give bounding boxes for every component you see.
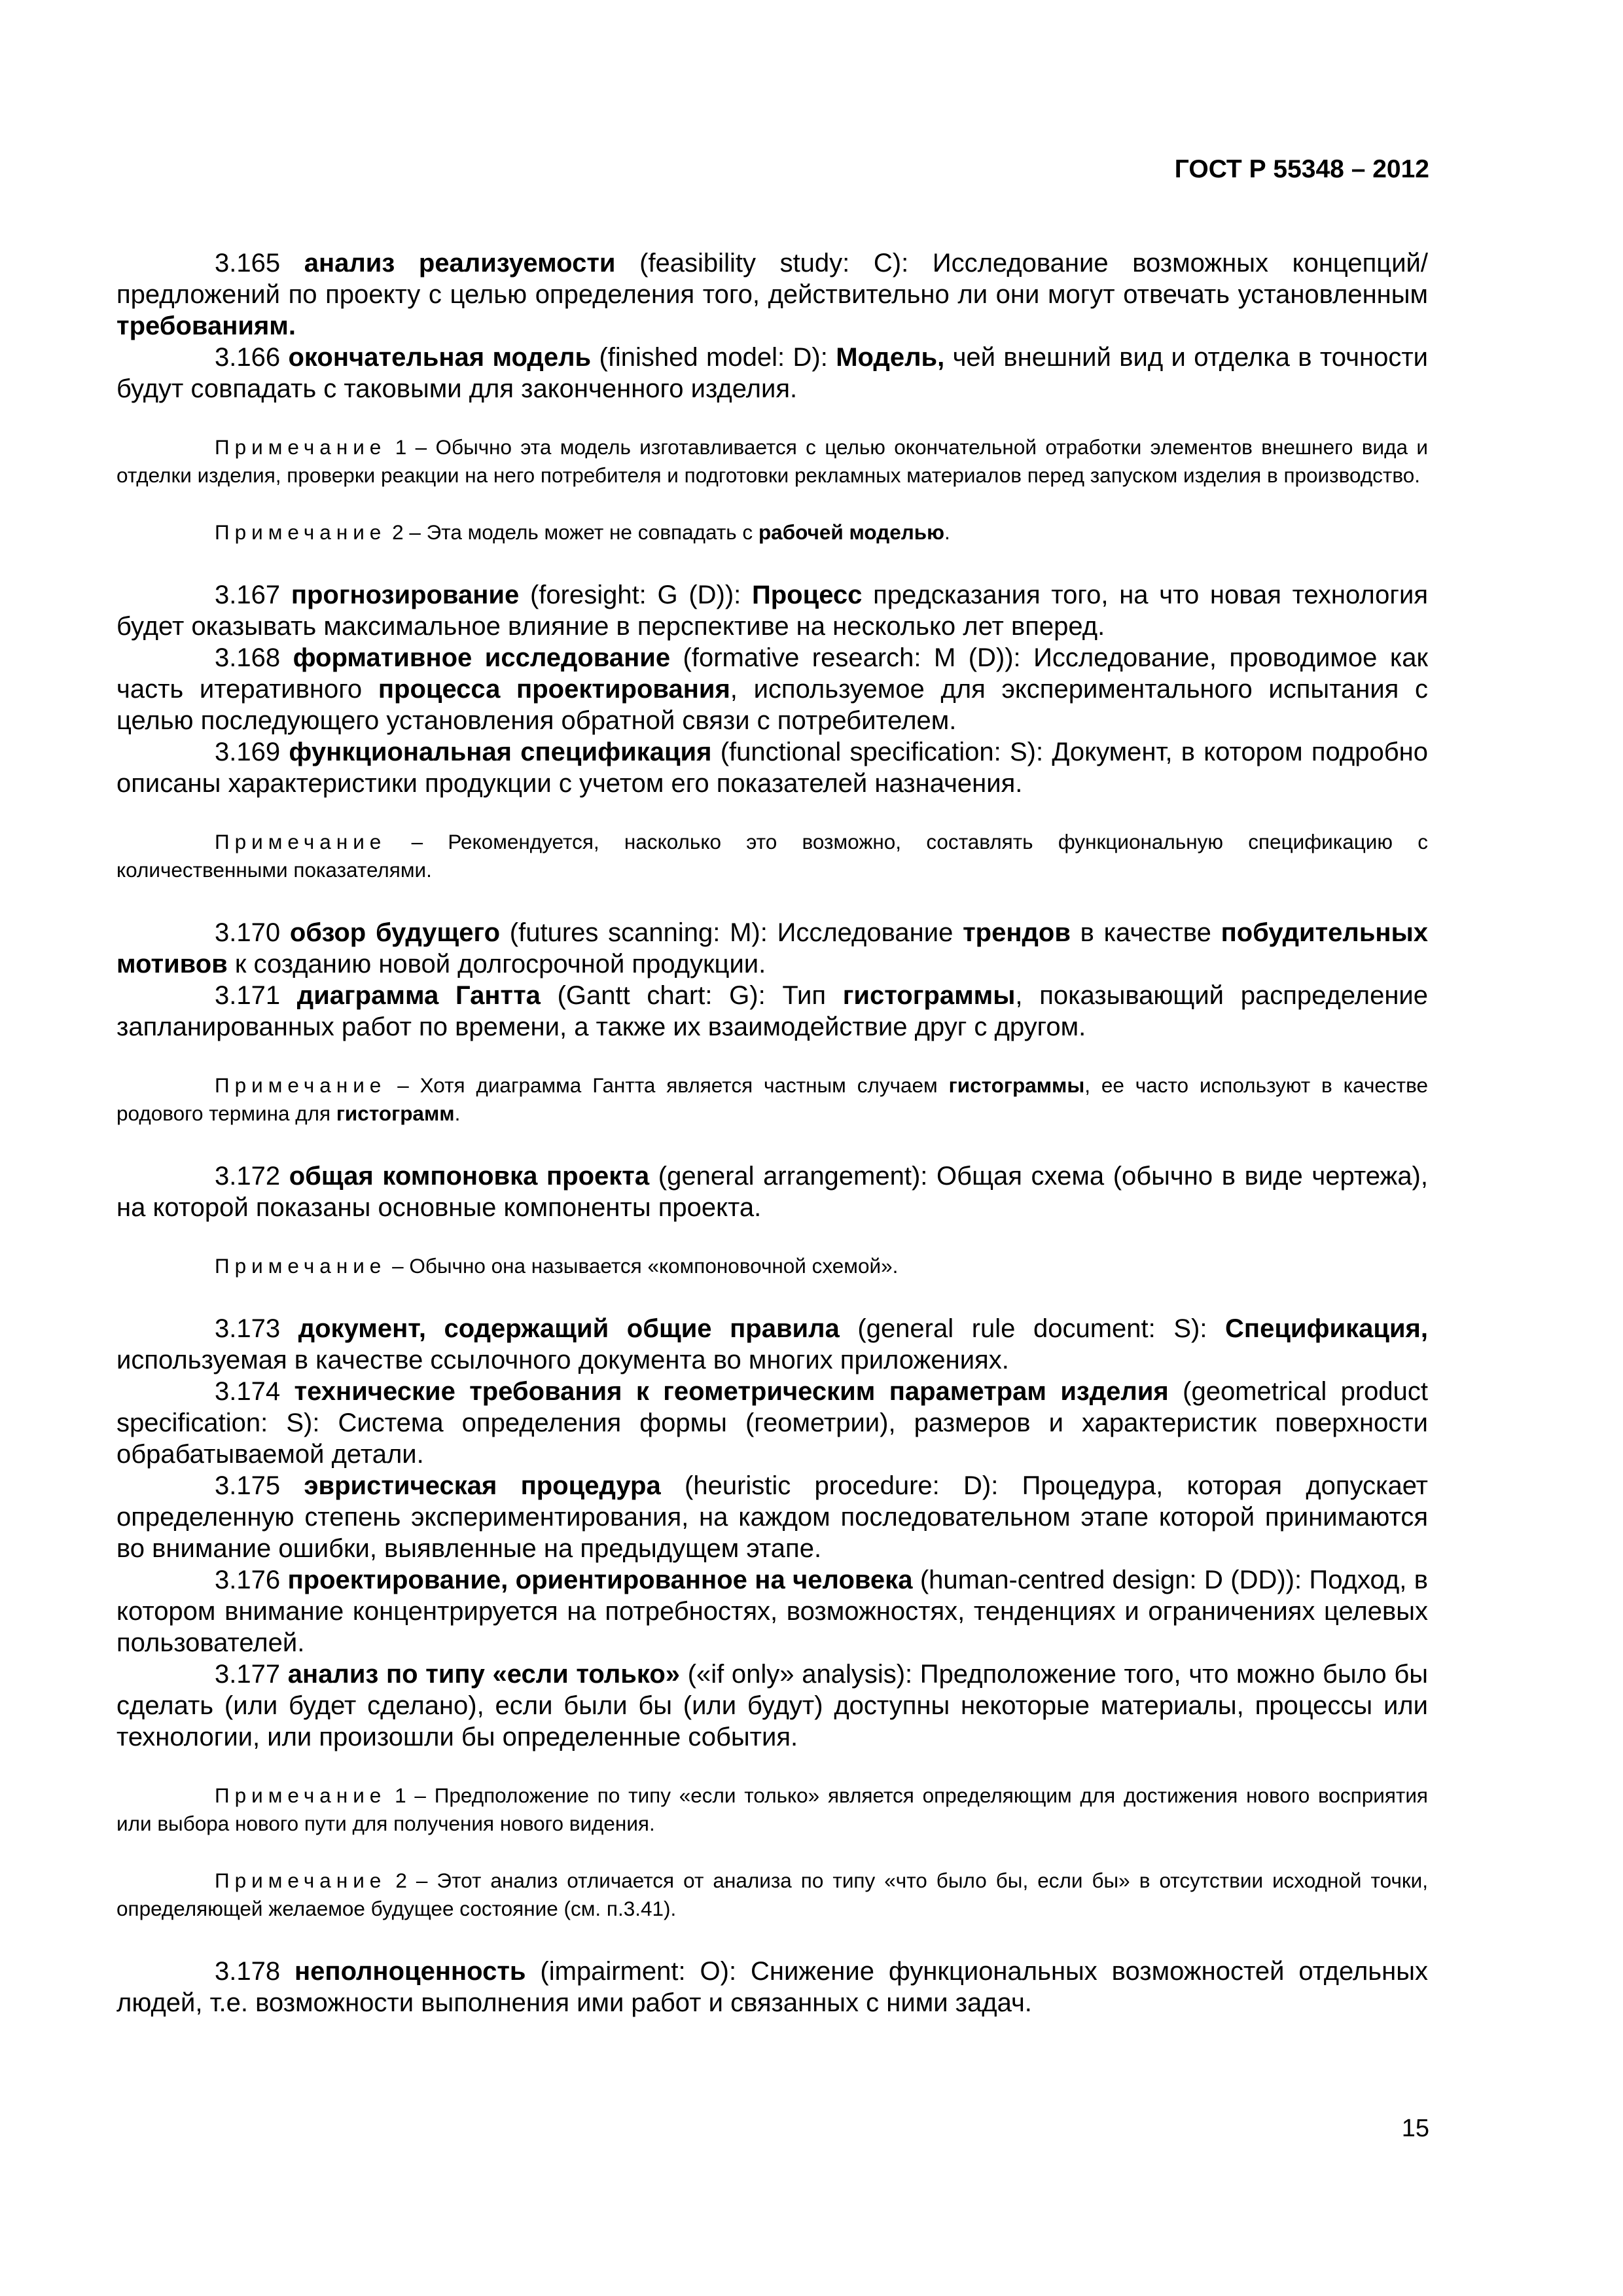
text-run: (human-centred design: D (DD)): Подход, в котором внимание концентрируется на потребностях, возможностях, тенденциях и ограничениях целевых пользователей.: [116, 1566, 1428, 1657]
term-name: функциональная спецификация: [289, 738, 712, 766]
term-entry: [116, 1564, 1428, 1659]
term-name: эвристическая процедура: [304, 1471, 661, 1500]
text-run: в качестве: [1070, 918, 1221, 947]
entry-number: 3.171: [215, 981, 281, 1010]
entries-group-1: [116, 247, 1428, 404]
notes-group-1: [116, 433, 1428, 547]
term-entry: [116, 1376, 1428, 1470]
entry-number: 3.177: [215, 1660, 281, 1689]
bold-term-ref: рабочей моделью: [758, 520, 945, 544]
text-run: (futures scanning: M): Исследование: [500, 918, 963, 947]
term-name: прогнозирование: [291, 581, 520, 609]
entry-number: 3.176: [215, 1566, 281, 1594]
note-paragraph: [116, 433, 1428, 490]
text-run: (impairment: O): Снижение функциональных возможностей отдельных людей, т.е. возможности выполнения ими работ и связанных с ними задач.: [116, 1957, 1428, 2017]
bold-term-ref: гистограммы: [842, 981, 1016, 1010]
term-name: диаграмма Гантта: [296, 981, 541, 1010]
term-entry: [116, 642, 1428, 736]
entry-number: 3.173: [215, 1314, 281, 1343]
entry-number: 3.167: [215, 581, 281, 609]
note-paragraph: [116, 518, 1428, 547]
text-run: .: [944, 520, 950, 544]
note-paragraph: [116, 1867, 1428, 1923]
text-run: (general arrangement): Общая схема (обычно в виде чертежа), на которой показаны основные компоненты проекта.: [116, 1162, 1428, 1222]
bold-term-ref: процесса проектирования: [378, 675, 730, 704]
term-entry: [116, 1659, 1428, 1753]
text-run: 2 – Этот анализ отличается от анализа по типу «что было бы, если бы» в отсутствии исходной точки, определяющей желаемое будущее состояние (см. п.3.41).: [116, 1869, 1428, 1920]
text-run: (heuristic procedure: D): Процедура, которая допускает определенную степень экспериментирования, на каждом последовательном этапе которой принимаются во внимание ошибки, выявленные на предыдущем этапе.: [116, 1471, 1428, 1563]
bold-term-ref: гистограмм: [336, 1102, 455, 1125]
text-run: (general rule document: S):: [839, 1314, 1226, 1343]
text-run: (foresight: G (D)):: [519, 581, 752, 609]
text-run: , ее часто используют в качестве родового термина для: [116, 1073, 1428, 1125]
note-label: Примечание: [215, 830, 387, 853]
text-run: , показывающий распределение запланированных работ по времени, а также их взаимодействие друг с другом.: [116, 981, 1428, 1041]
text-run: чей внешний вид и отделка в точности будут совпадать с таковыми для законченного изделия.: [116, 343, 1428, 403]
text-run: (finished model: D):: [591, 343, 836, 372]
entries-group-6: [116, 1956, 1428, 2018]
text-run: – Рекомендуется, насколько это возможно, составлять функциональную спецификацию с количественными показателями.: [116, 830, 1428, 882]
bold-term-ref: Модель,: [836, 343, 945, 372]
entries-group-3: [116, 917, 1428, 1043]
term-entry: [116, 1160, 1428, 1223]
entries-group-5: [116, 1313, 1428, 1753]
entry-number: 3.169: [215, 738, 281, 766]
text-run: 1 – Предположение по типу «если только» является определяющим для достижения нового восприятия или выбора нового пути для получения нового видения.: [116, 1784, 1428, 1835]
notes-group-5: [116, 1782, 1428, 1923]
term-name: неполноценность: [294, 1957, 526, 1986]
note-label: Примечание: [215, 1784, 387, 1807]
page-number: 15: [1401, 2115, 1429, 2142]
note-label: Примечание: [215, 435, 387, 459]
text-run: – Хотя диаграмма Гантта является частным случаем: [386, 1073, 949, 1097]
notes-group-4: [116, 1252, 1428, 1280]
note-label: Примечание: [215, 520, 387, 544]
term-entry: [116, 736, 1428, 799]
text-run: (functional specification: S): Документ, в котором подробно описаны характеристики продукции с учетом его показателей назначения.: [116, 738, 1428, 798]
entry-number: 3.166: [215, 343, 281, 372]
entry-number: 3.172: [215, 1162, 281, 1191]
entry-number: 3.170: [215, 918, 281, 947]
term-entry: [116, 1956, 1428, 2018]
term-entry: [116, 1470, 1428, 1564]
term-name: технические требования к геометрическим параметрам изделия: [294, 1377, 1169, 1406]
text-run: .: [454, 1102, 461, 1125]
term-entry: [116, 917, 1428, 980]
note-label: Примечание: [215, 1869, 387, 1892]
note-paragraph: [116, 1252, 1428, 1280]
text-run: , используемое для экспериментального испытания с целью последующего установления обратной связи с потребителем.: [116, 675, 1428, 735]
term-name: документ, содержащий общие правила: [298, 1314, 840, 1343]
term-name: общая компоновка проекта: [289, 1162, 650, 1191]
bold-term-ref: гистограммы: [948, 1073, 1085, 1097]
term-name: анализ реализуемости: [304, 249, 616, 278]
term-entry: [116, 342, 1428, 404]
term-entry: [116, 579, 1428, 642]
term-entry: [116, 247, 1428, 342]
note-paragraph: [116, 828, 1428, 884]
bold-term-ref: требованиям.: [116, 312, 296, 340]
text-run: 1 – Обычно эта модель изготавливается с целью окончательной отработки элементов внешнего вида и отделки изделия, проверки реакции на него потребителя и подготовки рекламных материалов перед запуском изделия в производство.: [116, 435, 1428, 487]
text-run: (feasibility study: C): Исследование возможных концепций/предложений по проекту с целью определения того, действительно ли они могут отвечать установленным: [116, 249, 1428, 309]
notes-group-3: [116, 1071, 1428, 1128]
entry-number: 3.175: [215, 1471, 281, 1500]
notes-group-2: [116, 828, 1428, 884]
text-run: (geometrical product specification: S): Система определения формы (геометрии), размеров и характеристик поверхности обрабатываемой детали.: [116, 1377, 1428, 1469]
bold-term-ref: побудительных мотивов: [116, 918, 1428, 978]
term-name: формативное исследование: [293, 643, 671, 672]
note-paragraph: [116, 1782, 1428, 1838]
entry-number: 3.178: [215, 1957, 281, 1986]
entry-number: 3.168: [215, 643, 281, 672]
note-label: Примечание: [215, 1254, 387, 1278]
note-label: Примечание: [215, 1073, 387, 1097]
term-name: обзор будущего: [289, 918, 501, 947]
term-entry: [116, 1313, 1428, 1376]
term-name: анализ по типу «если только»: [287, 1660, 681, 1689]
entries-group-2: [116, 579, 1428, 799]
bold-term-ref: Процесс: [752, 581, 863, 609]
bold-term-ref: трендов: [963, 918, 1071, 947]
page-content: [116, 247, 1428, 2018]
note-paragraph: [116, 1071, 1428, 1128]
entry-number: 3.165: [215, 249, 281, 278]
text-run: к созданию новой долгосрочной продукции.: [227, 950, 766, 978]
term-name: проектирование, ориентированное на человека: [287, 1566, 913, 1594]
bold-term-ref: Спецификация,: [1225, 1314, 1428, 1343]
text-run: используемая в качестве ссылочного документа во многих приложениях.: [116, 1346, 1009, 1374]
text-run: (Gantt chart: G): Тип: [540, 981, 843, 1010]
entries-group-4: [116, 1160, 1428, 1223]
entry-number: 3.174: [215, 1377, 281, 1406]
text-run: («if only» analysis): Предположение того, что можно было бы сделать (или будет сделано), если были бы (или будут) доступны некоторые материалы, процессы или технологии, или произошли бы определенные события.: [116, 1660, 1428, 1751]
text-run: (formative research: M (D)): Исследование, проводимое как часть итеративного: [116, 643, 1428, 704]
term-name: окончательная модель: [288, 343, 592, 372]
standard-code-header: ГОСТ Р 55348 – 2012: [1174, 155, 1429, 183]
text-run: предсказания того, на что новая технология будет оказывать максимальное влияние в перспективе на несколько лет вперед.: [116, 581, 1428, 641]
text-run: 2 – Эта модель может не совпадать с: [386, 520, 758, 544]
text-run: – Обычно она называется «компоновочной схемой».: [386, 1254, 899, 1278]
term-entry: [116, 980, 1428, 1043]
